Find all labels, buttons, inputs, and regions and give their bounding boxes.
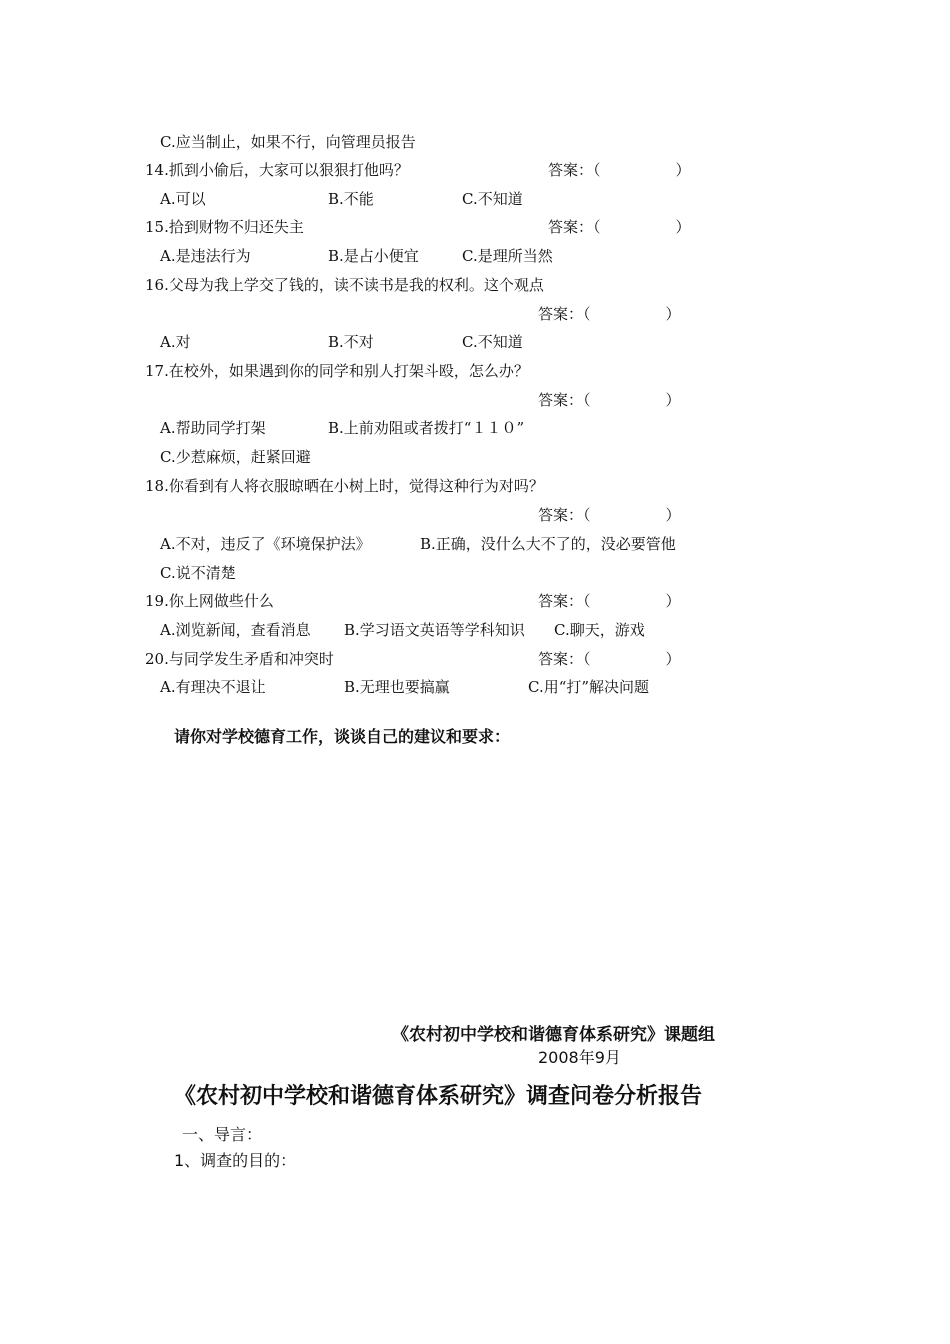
q14-option-a: A.可以	[160, 190, 206, 208]
q16-answer: 答案：（ ）	[538, 305, 681, 323]
q20-answer: 答案：（ ）	[538, 650, 681, 668]
q19-option-a: A.浏览新闻，查看消息	[160, 621, 311, 639]
q16-option-c: C.不知道	[462, 333, 523, 351]
q14-option-c: C.不知道	[462, 190, 523, 208]
research-group-name: 《农村初中学校和谐德育体系研究》课题组	[392, 1025, 715, 1045]
q19-option-c: C.聊天，游戏	[554, 621, 645, 639]
q16-option-b: B.不对	[328, 333, 374, 351]
q19-option-b: B.学习语文英语等学科知识	[344, 621, 525, 639]
q15-option-b: B.是占小便宜	[328, 247, 419, 265]
q18-option-b: B.正确，没什么大不了的，没必要管他	[420, 535, 676, 553]
section-heading-introduction: 一、导言：	[182, 1125, 263, 1144]
q15-option-c: C.是理所当然	[462, 247, 553, 265]
q14-option-b: B.不能	[328, 190, 374, 208]
q15-text: 15.拾到财物不归还失主	[145, 218, 304, 236]
q17-answer: 答案：（ ）	[538, 391, 681, 409]
q19-answer: 答案：（ ）	[538, 592, 681, 610]
q13-option-c: C.应当制止，如果不行，向管理员报告	[160, 133, 416, 151]
q17-option-b: B.上前劝阻或者拨打“１１０”	[328, 419, 525, 437]
q20-option-b: B.无理也要搞赢	[344, 678, 450, 696]
suggestion-prompt: 请你对学校德育工作，谈谈自己的建议和要求：	[174, 727, 511, 746]
q17-option-c: C.少惹麻烦，赶紧回避	[160, 448, 311, 466]
q15-option-a: A.是违法行为	[160, 247, 251, 265]
q20-option-c: C.用“打”解决问题	[528, 678, 650, 696]
q14-answer: 答案：（ ）	[548, 161, 691, 179]
q17-option-a: A.帮助同学打架	[160, 419, 266, 437]
q16-text: 16.父母为我上学交了钱的，读不读书是我的权利。这个观点	[145, 276, 544, 294]
q17-text: 17.在校外，如果遇到你的同学和别人打架斗殴，怎么办？	[145, 362, 529, 380]
subsection-heading-purpose: 1、调查的目的：	[174, 1151, 297, 1170]
signature-date: 2008年9月	[538, 1048, 621, 1067]
q14-text: 14.抓到小偷后，大家可以狠狠打他吗？	[145, 161, 409, 179]
q20-option-a: A.有理决不退让	[160, 678, 266, 696]
q15-answer: 答案：（ ）	[548, 218, 691, 236]
q20-text: 20.与同学发生矛盾和冲突时	[145, 650, 334, 668]
q18-option-a: A.不对，违反了《环境保护法》	[160, 535, 371, 553]
report-title: 《农村初中学校和谐德育体系研究》调查问卷分析报告	[174, 1084, 703, 1109]
q18-answer: 答案：（ ）	[538, 506, 681, 524]
q16-option-a: A.对	[160, 333, 191, 351]
q19-text: 19.你上网做些什么	[145, 592, 274, 610]
q18-text: 18.你看到有人将衣服晾晒在小树上时，觉得这种行为对吗？	[145, 477, 544, 495]
q18-option-c: C.说不清楚	[160, 564, 236, 582]
